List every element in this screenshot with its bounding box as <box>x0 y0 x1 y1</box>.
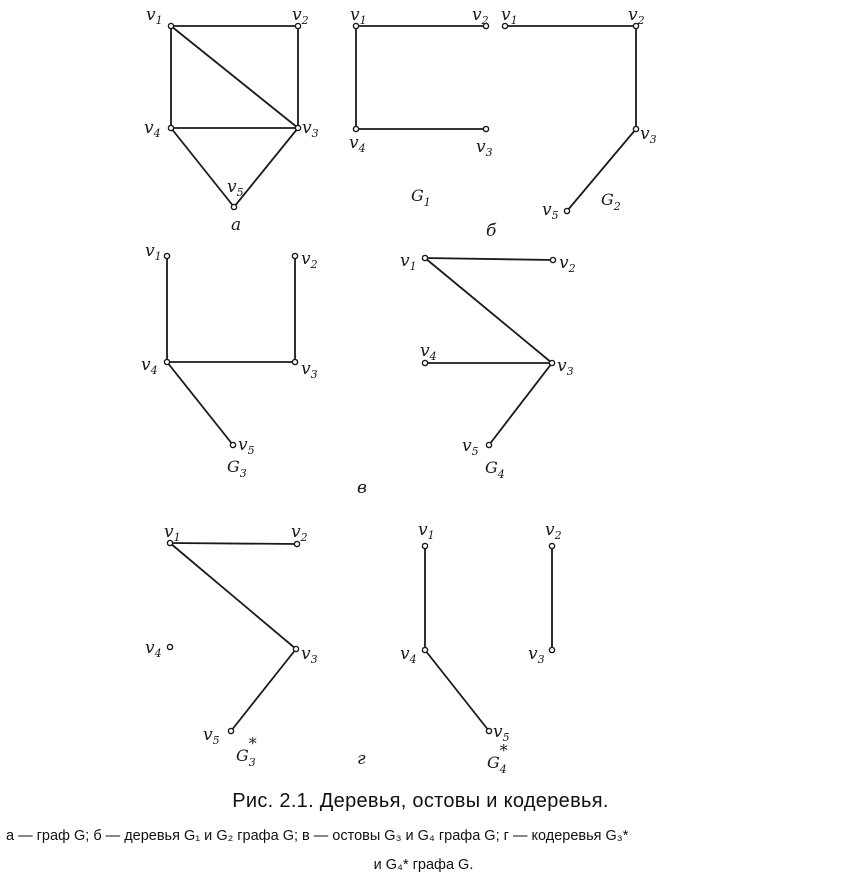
label-v3: $v_3$ <box>302 118 319 140</box>
label-v2: $v_2$ <box>292 5 309 27</box>
label-v1: $v_1$ <box>164 522 181 544</box>
edge-v3-v5 <box>231 649 296 731</box>
vertex-v2 <box>549 543 554 548</box>
label-v3: $v_3$ <box>301 644 318 666</box>
label-v4: $v_4$ <box>145 638 162 660</box>
label-v1: $v_1$ <box>400 251 417 273</box>
vertex-v5 <box>228 728 233 733</box>
vertex-v4 <box>422 360 427 365</box>
vertex-v4 <box>164 359 169 364</box>
edge-v1-v3 <box>170 543 296 649</box>
edge-v1-v2 <box>425 258 553 260</box>
panel-a <box>144 5 319 235</box>
label-v5: $v_5$ <box>238 435 255 457</box>
label-v1: $v_1$ <box>350 5 367 27</box>
vertex-v3 <box>292 359 297 364</box>
graph-name-G1: $G_1$ <box>411 186 431 209</box>
label-v4: $v_4$ <box>420 341 437 363</box>
vertex-v5 <box>230 442 235 447</box>
label-v3: $v_3$ <box>301 359 318 381</box>
caption-line-2: и G₄* графа G. <box>373 857 474 873</box>
label-v4: $v_4$ <box>144 118 161 140</box>
vertex-v1 <box>422 255 427 260</box>
label-v1: $v_1$ <box>146 5 163 27</box>
vertex-v3 <box>483 126 488 131</box>
panel-b <box>349 5 657 241</box>
vertex-v1 <box>422 543 427 548</box>
vertex-v2 <box>292 253 297 258</box>
graph-name-G2: $G_2$ <box>601 190 621 213</box>
label-v1: $v_1$ <box>145 241 162 263</box>
label-v1: $v_1$ <box>418 520 435 542</box>
caption-line-1: а — граф G; б — деревья G₁ и G₂ графа G; в — остовы G₃ и G₄ графа G; г — кодеревья G₃* <box>6 828 629 844</box>
vertex-v4 <box>167 644 172 649</box>
label-v2: $v_2$ <box>628 5 645 27</box>
vertex-v5 <box>231 204 236 209</box>
graph-G4-star <box>400 520 562 776</box>
label-v2: $v_2$ <box>545 520 562 542</box>
edge-v1-v3 <box>171 26 298 128</box>
graph-G3-star <box>145 522 318 769</box>
vertex-v3 <box>633 126 638 131</box>
edge-v4-v5 <box>171 128 234 207</box>
vertex-v1 <box>168 23 173 28</box>
label-v3: $v_3$ <box>528 644 545 666</box>
edge-v4-v5 <box>425 650 489 731</box>
vertex-v4 <box>422 647 427 652</box>
label-v2: $v_2$ <box>301 249 318 271</box>
vertex-v5 <box>486 728 491 733</box>
edge-v1-v2 <box>170 543 297 544</box>
panel-v <box>141 241 576 498</box>
graph-G4 <box>400 251 576 481</box>
label-v5: $v_5$ <box>203 725 220 747</box>
vertex-v3 <box>295 125 300 130</box>
vertex-v3 <box>549 360 554 365</box>
graph-G2 <box>501 5 657 222</box>
vertex-v3 <box>293 646 298 651</box>
graph-name-G3: $G_3$ <box>227 457 247 480</box>
label-v4: $v_4$ <box>141 355 158 377</box>
figure-caption-description <box>6 822 841 880</box>
vertex-v2 <box>550 257 555 262</box>
vertex-v4 <box>353 126 358 131</box>
panel-g <box>145 520 562 776</box>
label-v1: $v_1$ <box>501 5 518 27</box>
edge-v1-v3 <box>425 258 552 363</box>
panel-letter-b: б <box>486 221 497 241</box>
panel-letter-v: в <box>357 478 367 498</box>
label-v5: $v_5$ <box>227 177 244 199</box>
graph-G1 <box>349 5 493 209</box>
vertex-v2 <box>294 541 299 546</box>
graph-name-G4-star: $G_4*$ <box>487 741 508 776</box>
edge-v3-v5 <box>489 363 552 445</box>
graph-name-G4: $G_4$ <box>485 458 505 481</box>
label-v5: $v_5$ <box>542 200 559 222</box>
graph-name-G3-star: $G_3*$ <box>236 734 257 769</box>
panel-letter-g: г <box>357 749 366 769</box>
graph-G3 <box>141 241 318 480</box>
label-v3: $v_3$ <box>640 124 657 146</box>
figure-caption-title: Рис. 2.1. Деревья, остовы и кодеревья. <box>232 790 609 812</box>
label-v5: $v_5$ <box>493 722 510 744</box>
label-v3: $v_3$ <box>476 137 493 159</box>
edge-v4-v5 <box>167 362 233 445</box>
label-v2: $v_2$ <box>291 522 308 544</box>
label-v4: $v_4$ <box>349 133 366 155</box>
label-v5: $v_5$ <box>462 436 479 458</box>
label-v2: $v_2$ <box>472 5 489 27</box>
vertex-v5 <box>486 442 491 447</box>
graph-G <box>144 5 319 210</box>
panel-letter-a: а <box>231 215 242 235</box>
label-v3: $v_3$ <box>557 356 574 378</box>
label-v2: $v_2$ <box>559 253 576 275</box>
vertex-v3 <box>549 647 554 652</box>
vertex-v1 <box>164 253 169 258</box>
label-v4: $v_4$ <box>400 644 417 666</box>
vertex-v4 <box>168 125 173 130</box>
vertex-v5 <box>564 208 569 213</box>
